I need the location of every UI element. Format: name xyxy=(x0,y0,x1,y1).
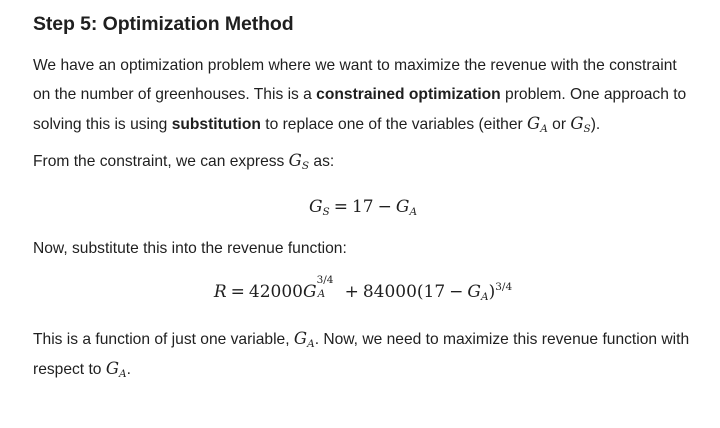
paragraph-optimization-problem xyxy=(33,51,693,139)
content-area xyxy=(33,10,693,384)
paragraph-text: ). xyxy=(590,116,601,133)
paragraph-text: . Now, we need to maximize this revenue function with respect to xyxy=(33,331,690,378)
paragraph-substitute: Now, substitute this into the revenue function: xyxy=(33,240,347,257)
paragraph-text: or xyxy=(547,116,571,133)
paragraph-text: We have an optimization problem where we want to maximize the revenue with the constraint on the number of greenhouses. This is a xyxy=(33,57,677,103)
math-var-ga: $G_A$ xyxy=(527,114,548,135)
paragraph-text: to replace one of the variables (either xyxy=(260,116,528,133)
paragraph-text: From the constraint, we can express xyxy=(33,153,289,170)
paragraph-text: . xyxy=(126,361,131,378)
paragraph-text: as: xyxy=(309,153,335,170)
bold-term-substitution: substitution xyxy=(171,116,261,133)
equation-gs-substitution: $G_S = 17 - G_A$ xyxy=(308,197,418,218)
math-var-ga: $G_A$ xyxy=(293,329,315,350)
paragraph-single-variable xyxy=(33,324,693,384)
math-var-gs: $G_S$ xyxy=(570,114,591,135)
paragraph-constraint xyxy=(33,146,693,176)
math-var-gs: $G_S$ xyxy=(288,151,310,172)
bold-term-constrained-optimization: constrained optimization xyxy=(316,86,501,103)
step-heading: Step 5: Optimization Method xyxy=(33,13,294,35)
paragraph-text: problem. One approach to solving this is using xyxy=(33,86,687,133)
paragraph-text: This is a function of just one variable, xyxy=(33,331,294,348)
math-var-ga: $G_A$ xyxy=(105,359,127,380)
equation-revenue-function: R = 42000G 3/4 A + $84000(17 - G_A)^{3/4}$ xyxy=(213,274,513,303)
